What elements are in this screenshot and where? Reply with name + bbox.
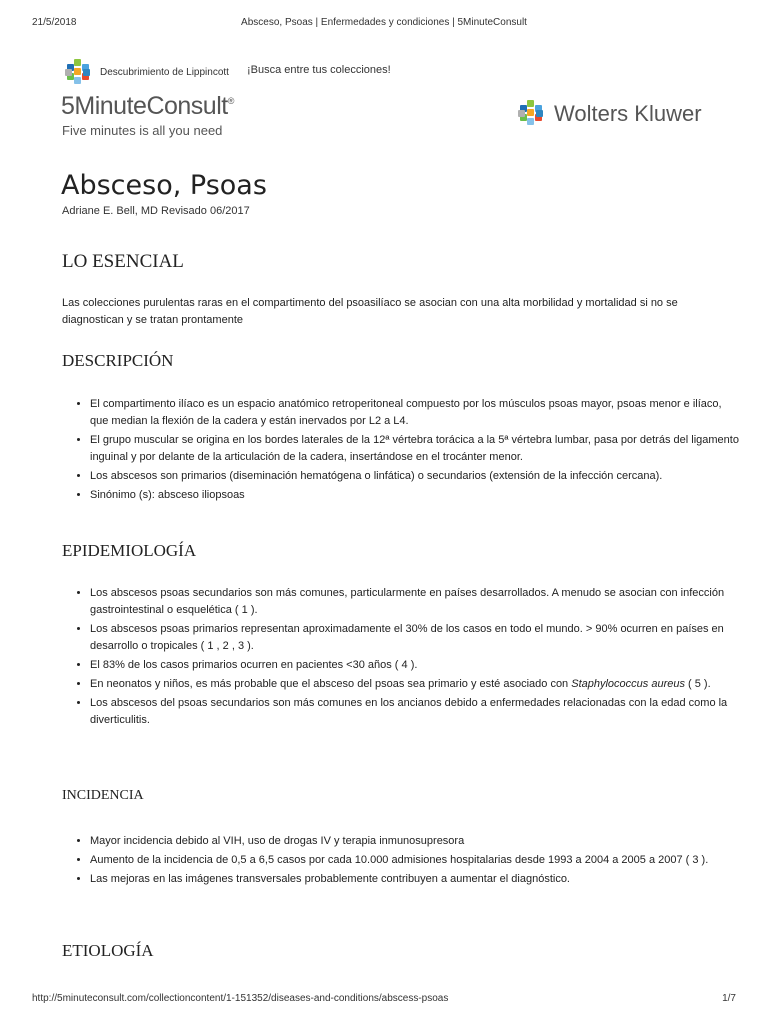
article-title: Absceso, Psoas [61, 170, 267, 201]
publisher-logo-text: Wolters Kluwer [554, 101, 702, 126]
print-date: 21/5/2018 [32, 17, 77, 28]
section-heading-epidemiologia: EPIDEMIOLOGÍA [62, 541, 197, 560]
print-url: http://5minuteconsult.com/collectioncontent/1-151352/diseases-and-conditions/abscess-psoas [32, 993, 449, 1004]
logo-tile [74, 59, 81, 66]
list-item: • El 83% de los casos primarios ocurren en pacientes <30 años ( 4 ). [90, 657, 740, 674]
logo-tile [518, 110, 525, 117]
brand-name: 5MinuteConsult [61, 92, 228, 120]
logo-tile [65, 69, 72, 76]
organism-name: Staphylococcus aureus [571, 678, 685, 690]
logo-tile [83, 69, 90, 76]
list-item: • Las mejoras en las imágenes transversales probablemente contribuyen a aumentar el diagnóstico. [90, 871, 740, 888]
logo-tile [527, 118, 534, 125]
list-item: • Mayor incidencia debido al VIH, uso de drogas IV y terapia inmunosupresora [90, 833, 740, 850]
section-heading-descripcion: DESCRIPCIÓN [62, 351, 174, 370]
section-text-esencial: Las colecciones purulentas raras en el compartimento del psoasilíaco se asocian con una alta morbilidad y mortalidad si no se diagnostican y se tratan prontamente [62, 297, 678, 326]
list-item-text: En neonatos y niños, es más probable que el absceso del psoas sea primario y esté asociado con [90, 678, 572, 690]
logo-tile [536, 110, 543, 117]
section-heading-etiologia: ETIOLOGÍA [62, 941, 154, 960]
logo-tile [527, 109, 534, 116]
list-epidemiologia [62, 585, 740, 731]
list-item: • Aumento de la incidencia de 0,5 a 6,5 casos por cada 10.000 admisiones hospitalarias desde 1993 a 2004 a 2005 a 2007 ( 3 ). [90, 852, 740, 869]
list-item: • El compartimento ilíaco es un espacio anatómico retroperitoneal compuesto por los músculos psoas mayor, psoas menor e ilíaco, que median la flexión de la cadera y están inervados por L2 a L4. [90, 396, 740, 430]
search-collections-link[interactable]: ¡Busca entre tus colecciones! [247, 64, 391, 76]
lippincott-logo-icon [63, 57, 93, 87]
logo-tile [74, 68, 81, 75]
list-item: • El grupo muscular se origina en los bordes laterales de la 12ª vértebra torácica a la 5ª vértebra lumbar, pasa por detrás del ligamento inguinal y por delante de la articulación de la cadera, insertándose en el trocánter menor. [90, 432, 740, 466]
lippincott-discovery-label: Descubrimiento de Lippincott [100, 67, 229, 78]
logo-tile [74, 77, 81, 84]
list-descripcion [62, 396, 740, 506]
list-item: • Sinónimo (s): absceso iliopsoas [90, 487, 740, 504]
list-item-citation: ( 5 ). [684, 678, 711, 690]
author-revision-line: Adriane E. Bell, MD Revisado 06/2017 [62, 205, 250, 217]
logo-tile [527, 100, 534, 107]
list-item [90, 676, 740, 693]
brand-tagline: Five minutes is all you need [62, 123, 223, 138]
list-item: • Los abscesos psoas secundarios son más comunes, particularmente en países desarrollados. A menudo se asocian con infección gastrointestinal o esquelética ( 1 ). [90, 585, 740, 619]
section-heading-esencial: LO ESENCIAL [62, 251, 184, 272]
list-item: • Los abscesos del psoas secundarios son más comunes en los ancianos debido a enfermedades relacionadas con la edad como la diverticulitis. [90, 695, 740, 729]
brand-registered-mark: ® [227, 96, 234, 106]
list-incidencia [62, 833, 740, 890]
print-page-title: Absceso, Psoas | Enfermedades y condiciones | 5MinuteConsult [241, 17, 527, 28]
list-item: • Los abscesos psoas primarios representan aproximadamente el 30% de los casos en todo el mundo. > 90% ocurren en países en desarrollo o tropicales ( 1 , 2 , 3 ). [90, 621, 740, 655]
section-heading-incidencia: INCIDENCIA [62, 788, 144, 803]
print-page-number: 1/7 [722, 993, 736, 1004]
wolters-kluwer-logo-icon [516, 98, 546, 128]
list-item: • Los abscesos son primarios (diseminación hematógena o linfática) o secundarios (extensión de la infección cercana). [90, 468, 740, 485]
brand-logo[interactable] [61, 92, 234, 121]
